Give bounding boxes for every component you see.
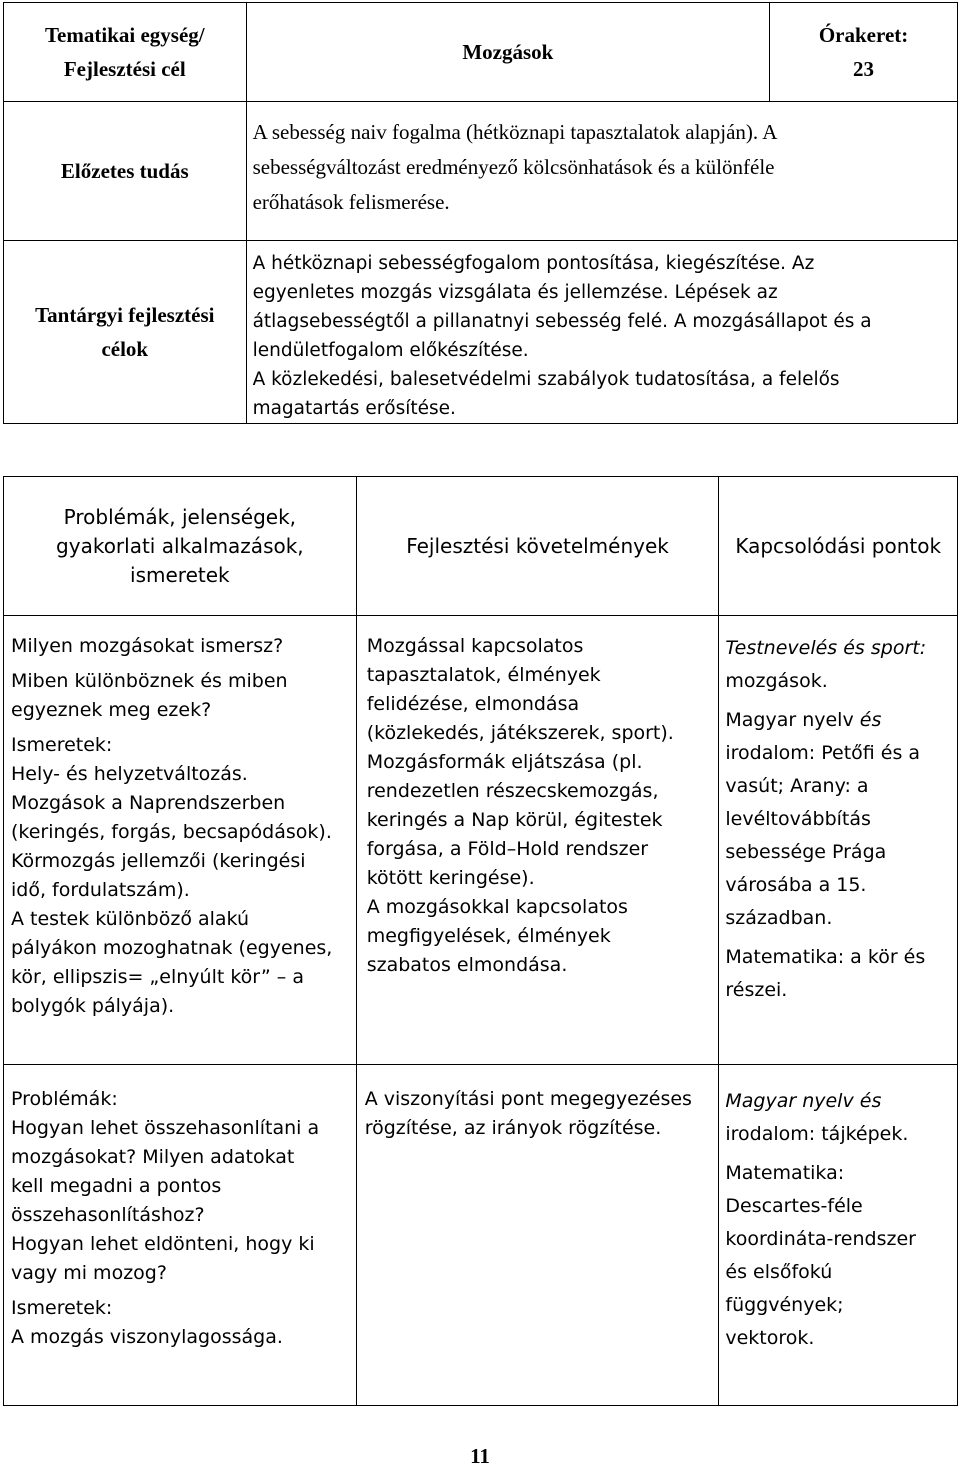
content-table bbox=[3, 476, 958, 1406]
hours-label: Órakeret: bbox=[818, 23, 909, 47]
goals-line: egyenletes mozgás vizsgálata és jellemzése. Lépések az bbox=[252, 282, 778, 303]
knowledge-line: Körmozgás jellemzői (keringési bbox=[11, 850, 306, 872]
requirement-line: Mozgásformák eljátszása (pl. bbox=[366, 751, 643, 773]
column-header-problems bbox=[4, 477, 357, 616]
goals-line: lendületfogalom előkészítése. bbox=[252, 340, 529, 361]
goals-line: A hétköznapi sebességfogalom pontosítása, kiegészítése. Az bbox=[252, 253, 815, 274]
prior-knowledge-text bbox=[246, 102, 957, 241]
prior-knowledge-line: erőhatások felismerése. bbox=[252, 190, 450, 214]
goals-text bbox=[246, 241, 957, 424]
requirement-line: tapasztalatok, élmények bbox=[366, 664, 601, 686]
row2-connections-cell bbox=[719, 1065, 958, 1406]
knowledge-line: bolygók pályája). bbox=[11, 995, 175, 1017]
problem-line: Hogyan lehet eldönteni, hogy ki bbox=[11, 1233, 315, 1255]
requirement-line: felidézése, elmondása bbox=[366, 693, 580, 715]
connection-subject: Magyar nyelv és bbox=[725, 1090, 882, 1112]
hours-value: 23 bbox=[853, 57, 875, 81]
goals-label-cell bbox=[4, 241, 247, 424]
connection-text: függvények; bbox=[725, 1294, 844, 1316]
requirement-line: rendezetlen részecskemozgás, bbox=[366, 780, 659, 802]
connection-text: Descartes-féle bbox=[725, 1195, 863, 1217]
row2-requirements-cell bbox=[356, 1065, 719, 1406]
topic-title: Mozgások bbox=[246, 3, 770, 102]
prior-knowledge-line: A sebesség naiv fogalma (hétköznapi tapasztalatok alapján). A bbox=[252, 120, 778, 144]
problem-line: Hogyan lehet összehasonlítani a bbox=[11, 1117, 320, 1139]
connection-text: sebessége Prága bbox=[725, 841, 887, 863]
knowledge-label: Ismeretek: bbox=[11, 1297, 113, 1319]
column-header-line: gyakorlati alkalmazások, bbox=[56, 533, 304, 558]
requirement-line: rögzítése, az irányok rögzítése. bbox=[364, 1117, 662, 1139]
row1-requirements-cell bbox=[356, 616, 719, 1065]
problem-line: összehasonlításhoz? bbox=[11, 1204, 205, 1226]
requirement-line: kötött keringése). bbox=[366, 867, 535, 889]
goals-line: A közlekedési, balesetvédelmi szabályok tudatosítása, a felelős bbox=[252, 369, 840, 390]
connection-text: levéltovábbítás bbox=[725, 808, 871, 830]
topic-label-line1: Tematikai egység/ bbox=[44, 23, 205, 47]
knowledge-line: Hely- és helyzetváltozás. bbox=[11, 763, 248, 785]
knowledge-line: kör, ellipszis= „elnyúlt kör” – a bbox=[11, 966, 304, 988]
goals-line: átlagsebességtől a pillanatnyi sebesség felé. A mozgásállapot és a bbox=[252, 311, 872, 332]
connection-subject-line bbox=[725, 704, 957, 737]
connection-conjunction: és bbox=[859, 709, 882, 731]
topic-label-line2: Fejlesztési cél bbox=[63, 57, 186, 81]
connection-text: városába a 15. bbox=[725, 874, 867, 896]
knowledge-line: A testek különböző alakú bbox=[11, 908, 250, 930]
connection-text: században. bbox=[725, 907, 833, 929]
requirement-line: megfigyelések, élmények bbox=[366, 925, 611, 947]
connection-text: koordináta-rendszer bbox=[725, 1228, 916, 1250]
knowledge-line: A mozgás viszonylagossága. bbox=[11, 1326, 283, 1348]
connection-text: Matematika: a kör és bbox=[725, 946, 926, 968]
hours-cell bbox=[770, 3, 958, 102]
requirement-line: (közlekedés, játékszerek, sport). bbox=[366, 722, 674, 744]
requirement-line: szabatos elmondása. bbox=[366, 954, 568, 976]
prior-knowledge-line: sebességváltozást eredményező kölcsönhatások és a különféle bbox=[252, 155, 775, 179]
knowledge-line: (keringés, forgás, becsapódások). bbox=[11, 821, 332, 843]
topic-label-cell bbox=[4, 3, 247, 102]
requirement-line: Mozgással kapcsolatos bbox=[366, 635, 584, 657]
connection-subject: Magyar nyelv bbox=[725, 709, 860, 731]
question-text: egyeznek meg ezek? bbox=[11, 699, 212, 721]
connection-text: mozgások. bbox=[725, 670, 828, 692]
row2-problems-cell bbox=[4, 1065, 357, 1406]
topic-overview-table bbox=[3, 2, 958, 424]
row1-problems-cell bbox=[4, 616, 357, 1065]
prior-knowledge-label: Előzetes tudás bbox=[4, 102, 247, 241]
question-text: Miben különböznek és miben bbox=[11, 670, 288, 692]
connection-text: részei. bbox=[725, 979, 788, 1001]
knowledge-line: Mozgások a Naprendszerben bbox=[11, 792, 286, 814]
problems-label: Problémák: bbox=[11, 1088, 118, 1110]
connection-text: vasút; Arany: a bbox=[725, 775, 869, 797]
knowledge-line: pályákon mozoghatnak (egyenes, bbox=[11, 937, 333, 959]
row1-connections-cell bbox=[719, 616, 958, 1065]
question-text: Milyen mozgásokat ismersz? bbox=[11, 635, 284, 657]
requirement-line: A viszonyítási pont megegyezéses bbox=[364, 1088, 692, 1110]
requirement-line: A mozgásokkal kapcsolatos bbox=[366, 896, 628, 918]
connection-subject: Testnevelés és sport: bbox=[725, 637, 927, 659]
problem-line: mozgásokat? Milyen adatokat bbox=[11, 1146, 295, 1168]
connection-text: irodalom: tájképek. bbox=[725, 1123, 909, 1145]
goals-label-line2: célok bbox=[101, 337, 149, 361]
connection-text: vektorok. bbox=[725, 1327, 815, 1349]
goals-label-line1: Tantárgyi fejlesztési bbox=[35, 303, 215, 327]
column-header-connections: Kapcsolódási pontok bbox=[719, 477, 958, 616]
knowledge-label: Ismeretek: bbox=[11, 734, 113, 756]
page-number: 11 bbox=[470, 1444, 490, 1468]
connection-text: irodalom: Petőfi és a bbox=[725, 742, 921, 764]
column-header-requirements: Fejlesztési követelmények bbox=[356, 477, 719, 616]
goals-line: magatartás erősítése. bbox=[252, 398, 456, 419]
column-header-line: Problémák, jelenségek, bbox=[63, 504, 297, 529]
requirement-line: forgása, a Föld–Hold rendszer bbox=[366, 838, 649, 860]
connection-text: és elsőfokú bbox=[725, 1261, 833, 1283]
connection-text: Matematika: bbox=[725, 1162, 845, 1184]
knowledge-line: idő, fordulatszám). bbox=[11, 879, 190, 901]
problem-line: kell megadni a pontos bbox=[11, 1175, 222, 1197]
requirement-line: keringés a Nap körül, égitestek bbox=[366, 809, 663, 831]
column-header-line: ismeretek bbox=[130, 562, 230, 587]
problem-line: vagy mi mozog? bbox=[11, 1262, 167, 1284]
